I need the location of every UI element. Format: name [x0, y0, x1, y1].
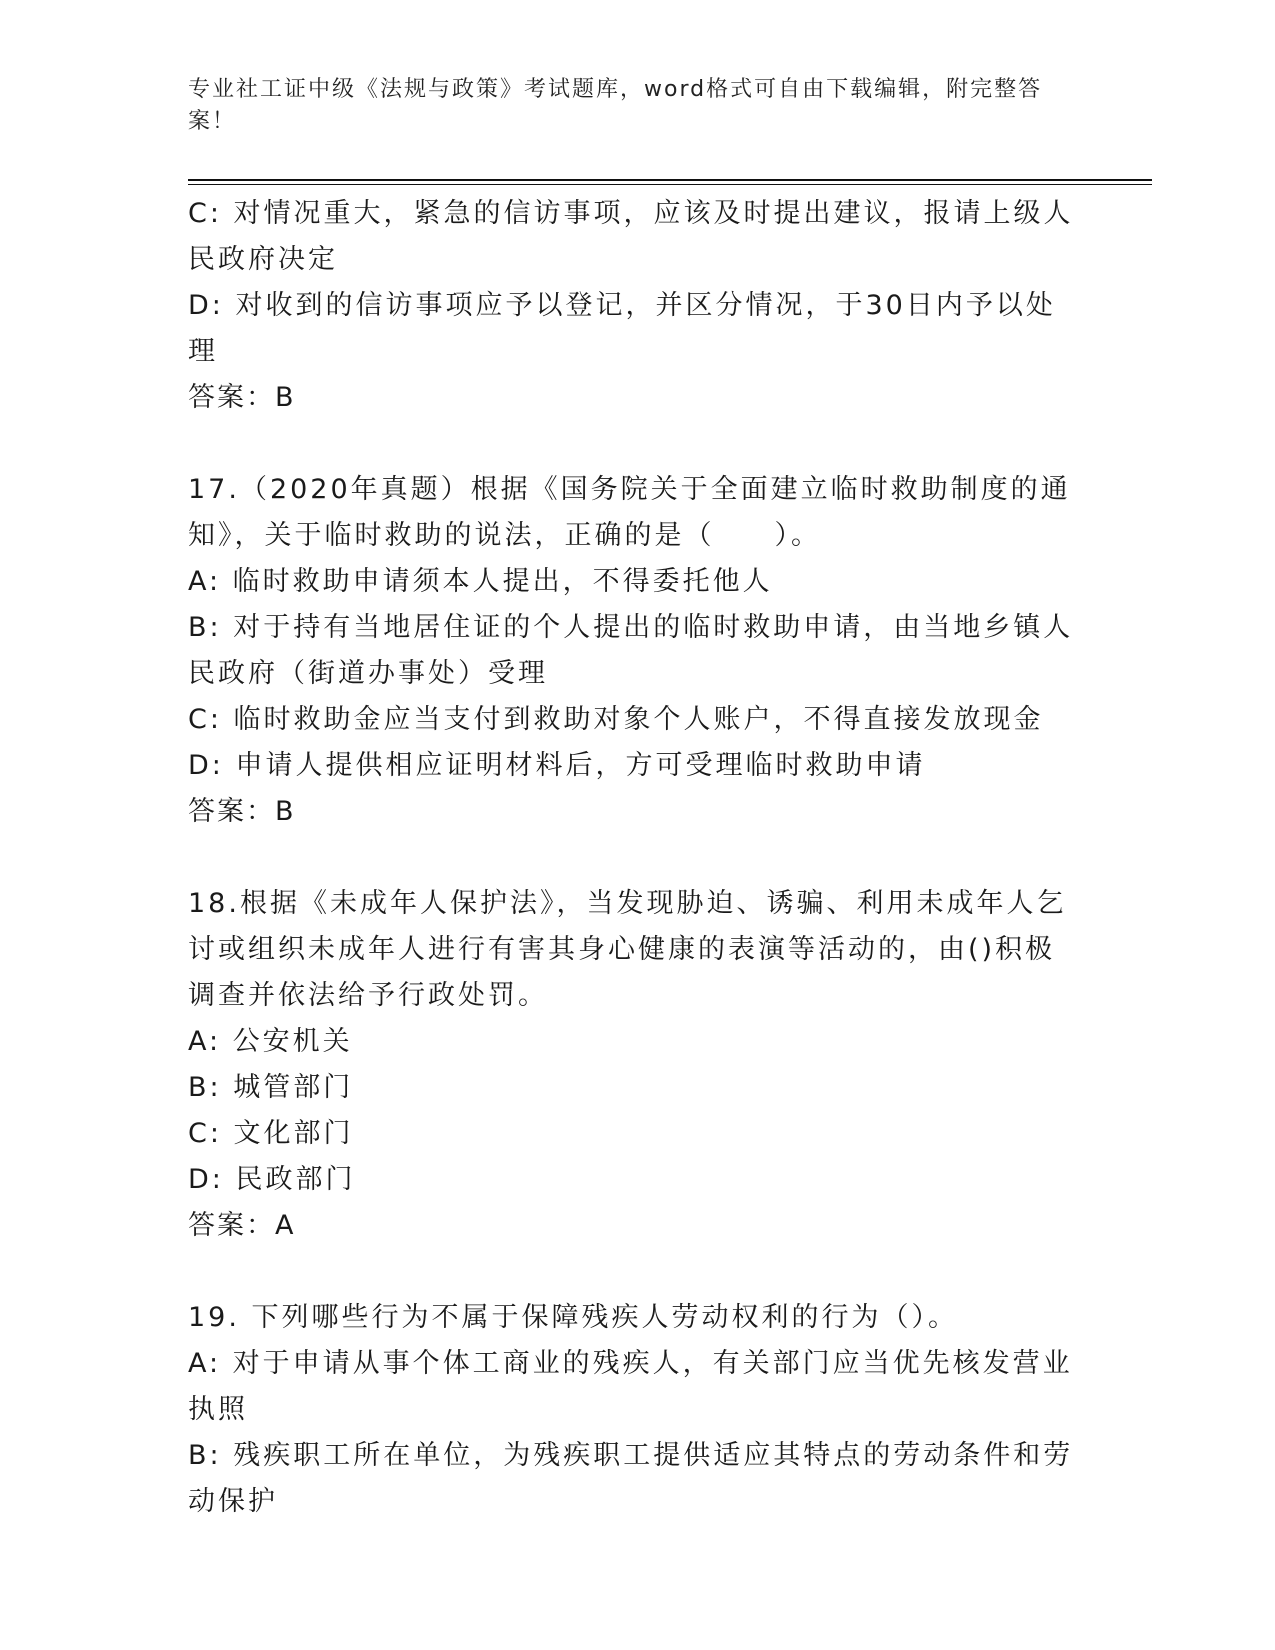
question-18	[188, 881, 1078, 1249]
question-17	[188, 467, 1078, 835]
spacer	[188, 1249, 1078, 1295]
answer: 答案：B	[188, 382, 296, 413]
answer: 答案：B	[188, 796, 296, 827]
option-c: C: 对情况重大，紧急的信访事项，应该及时提出建议，报请上级人民政府决定	[188, 198, 1074, 275]
document-header: 专业社工证中级《法规与政策》考试题库，word格式可自由下载编辑，附完整答案！	[188, 77, 1043, 134]
question-text: 18.根据《未成年人保护法》，当发现胁迫、诱骗、利用未成年人乞讨或组织未成年人进行有害其身心健康的表演等活动的，由()积极调查并依法给予行政处罚。	[188, 888, 1067, 1011]
option-d: D: 申请人提供相应证明材料后，方可受理临时救助申请	[188, 750, 926, 781]
question-list	[188, 191, 1078, 1525]
question-text: 19. 下列哪些行为不属于保障残疾人劳动权利的行为（）。	[188, 1302, 959, 1333]
question-text: 17.（2020年真题）根据《国务院关于全面建立临时救助制度的通知》，关于临时救助的说法，正确的是（ ）。	[188, 474, 1071, 551]
option-b: B: 残疾职工所在单位，为残疾职工提供适应其特点的劳动条件和劳动保护	[188, 1440, 1074, 1517]
header-divider-thin	[188, 184, 1152, 185]
option-b: B: 对于持有当地居住证的个人提出的临时救助申请，由当地乡镇人民政府（街道办事处）受理	[188, 612, 1074, 689]
spacer	[188, 421, 1078, 467]
option-d: D: 对收到的信访事项应予以登记，并区分情况，于30日内予以处理	[188, 290, 1056, 367]
option-a: A: 临时救助申请须本人提出，不得委托他人	[188, 566, 773, 597]
option-a: A: 对于申请从事个体工商业的残疾人，有关部门应当优先核发营业执照	[188, 1348, 1073, 1425]
question-19	[188, 1295, 1078, 1525]
option-d: D: 民政部门	[188, 1164, 356, 1195]
header-divider-thick	[188, 179, 1152, 181]
option-a: A: 公安机关	[188, 1026, 353, 1057]
spacer	[188, 835, 1078, 881]
answer: 答案：A	[188, 1210, 296, 1241]
question-16-tail	[188, 191, 1078, 421]
option-b: B: 城管部门	[188, 1072, 354, 1103]
option-c: C: 文化部门	[188, 1118, 354, 1149]
option-c: C: 临时救助金应当支付到救助对象个人账户，不得直接发放现金	[188, 704, 1044, 735]
